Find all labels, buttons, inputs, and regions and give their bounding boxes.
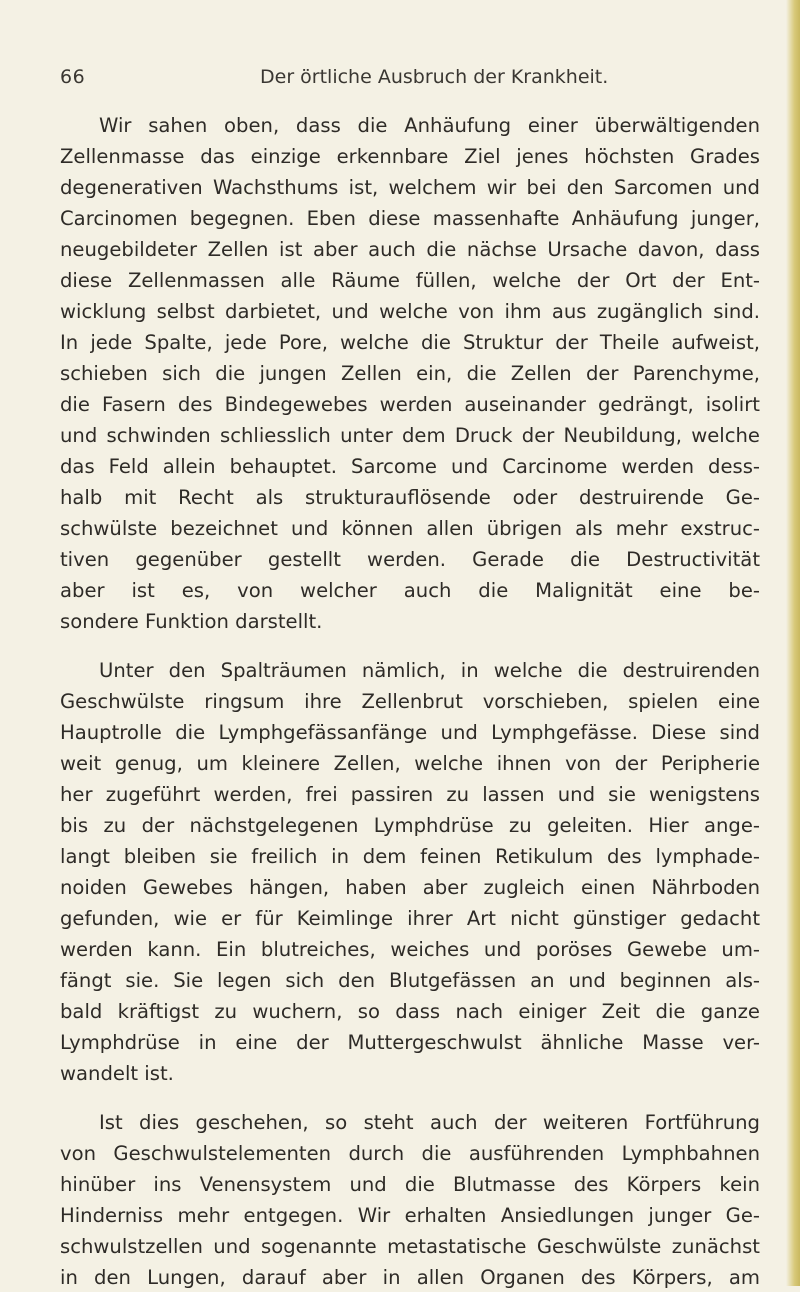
text-line: wicklung selbst darbietet, und welche von ihm aus zugänglich sind.	[60, 300, 760, 323]
text-line: neugebildeter Zellen ist aber auch die nächse Ursache davon, dass	[60, 238, 760, 261]
running-head: Der örtliche Ausbruch der Krankheit.	[260, 66, 609, 88]
text-line: sondere Funktion darstellt.	[60, 610, 323, 633]
text-line: Carcinomen begegnen. Eben diese massenhafte Anhäufung junger,	[60, 207, 760, 230]
page-number: 66	[60, 66, 86, 88]
text-line: Geschwülste ringsum ihre Zellenbrut vorschieben, spielen eine	[60, 690, 760, 713]
text-line: fängt sie. Sie legen sich den Blutgefässen an und beginnen als-	[60, 969, 760, 992]
text-line: degenerativen Wachsthums ist, welchem wir bei den Sarcomen und	[60, 176, 760, 199]
text-line: Zellenmasse das einzige erkennbare Ziel jenes höchsten Grades	[60, 145, 760, 168]
text-line: von Geschwulstelementen durch die ausführenden Lymphbahnen	[60, 1142, 760, 1165]
text-line: in den Lungen, darauf aber in allen Organen des Körpers, am	[60, 1266, 760, 1289]
text-line: gefunden, wie er für Keimlinge ihrer Art nicht günstiger gedacht	[60, 907, 760, 930]
text-line: weit genug, um kleinere Zellen, welche ihnen von der Peripherie	[60, 752, 760, 775]
text-line: bis zu der nächstgelegenen Lymphdrüse zu geleiten. Hier ange-	[60, 814, 760, 837]
text-line: die Fasern des Bindegewebes werden auseinander gedrängt, isolirt	[60, 393, 760, 416]
text-line: schwulstzellen und sogenannte metastatische Geschwülste zunächst	[60, 1235, 760, 1258]
text-line: tiven gegenüber gestellt werden. Gerade die Destructivität	[60, 548, 760, 571]
text-line: In jede Spalte, jede Pore, welche die Struktur der Theile aufweist,	[60, 331, 760, 354]
text-line: Unter den Spalträumen nämlich, in welche die destruirenden	[99, 659, 760, 682]
text-line: bald kräftigst zu wuchern, so dass nach einiger Zeit die ganze	[60, 1000, 760, 1023]
text-line: halb mit Recht als strukturauflösende oder destruirende Ge-	[60, 486, 760, 509]
text-line: Ist dies geschehen, so steht auch der weiteren Fortführung	[99, 1111, 760, 1134]
text-line: werden kann. Ein blutreiches, weiches und poröses Gewebe um-	[60, 938, 760, 961]
page-edge	[786, 0, 800, 1286]
page-header	[60, 66, 760, 92]
text-line: wandelt ist.	[60, 1062, 174, 1085]
text-line: noiden Gewebes hängen, haben aber zugleich einen Nährboden	[60, 876, 760, 899]
text-line: hinüber ins Venensystem und die Blutmasse des Körpers kein	[60, 1173, 760, 1196]
text-line: diese Zellenmassen alle Räume füllen, welche der Ort der Ent-	[60, 269, 760, 292]
text-line: Lymphdrüse in eine der Muttergeschwulst ähnliche Masse ver-	[60, 1031, 760, 1054]
text-line: aber ist es, von welcher auch die Malignität eine be-	[60, 579, 760, 602]
text-line: Hinderniss mehr entgegen. Wir erhalten Ansiedlungen junger Ge-	[60, 1204, 760, 1227]
text-line: her zugeführt werden, frei passiren zu lassen und sie wenigstens	[60, 783, 760, 806]
text-line: Wir sahen oben, dass die Anhäufung einer überwältigenden	[99, 114, 760, 137]
text-line: das Feld allein behauptet. Sarcome und Carcinome werden dess-	[60, 455, 760, 478]
text-line: langt bleiben sie freilich in dem feinen Retikulum des lymphade-	[60, 845, 760, 868]
text-line: schwülste bezeichnet und können allen übrigen als mehr exstruc-	[60, 517, 760, 540]
text-line: schieben sich die jungen Zellen ein, die Zellen der Parenchyme,	[60, 362, 760, 385]
text-line: und schwinden schliesslich unter dem Druck der Neubildung, welche	[60, 424, 760, 447]
text-line: Hauptrolle die Lymphgefässanfänge und Lymphgefässe. Diese sind	[60, 721, 760, 744]
